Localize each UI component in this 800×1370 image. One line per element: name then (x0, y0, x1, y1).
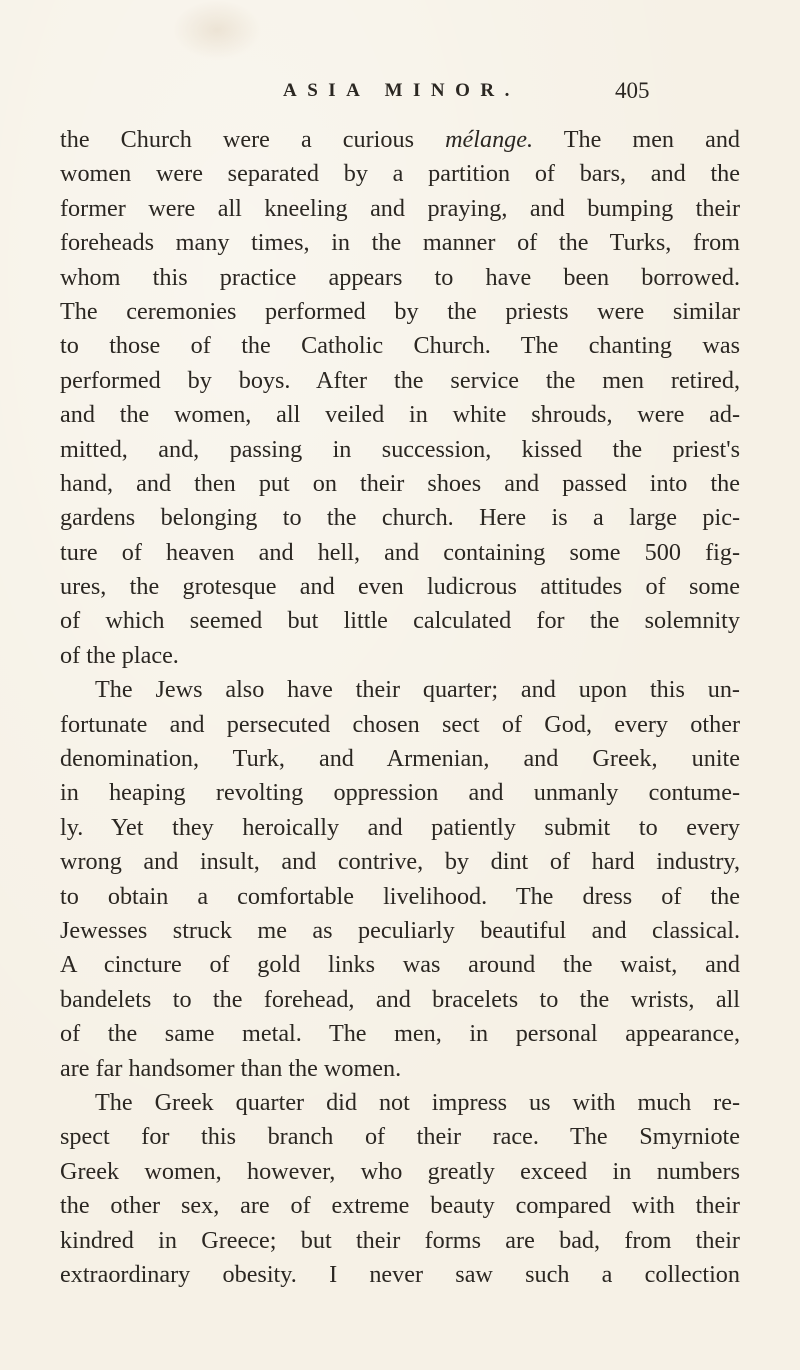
text-line: and the women, all veiled in white shrouds, were ad- (60, 401, 740, 429)
text-line: Jewesses struck me as peculiarly beautiful and classical. (60, 916, 740, 944)
text-line: women were separated by a partition of bars, and the (60, 160, 740, 188)
text-line: are far handsomer than the women. (60, 1054, 402, 1082)
text-line: The ceremonies performed by the priests were similar (60, 297, 740, 325)
text-line: bandelets to the forehead, and bracelets to the wrists, all (60, 985, 740, 1013)
text-line: of the place. (60, 641, 179, 669)
body-text (60, 123, 740, 1292)
text-line: The Greek quarter did not impress us with much re- (95, 1088, 740, 1116)
text-line: to those of the Catholic Church. The chanting was (60, 332, 740, 360)
text-line: A cincture of gold links was around the waist, and (60, 951, 740, 979)
text-line: ture of heaven and hell, and containing some 500 fig- (60, 538, 740, 566)
text-line: Greek women, however, who greatly exceed in numbers (60, 1157, 740, 1185)
text-line: of which seemed but little calculated for the solemnity (60, 607, 740, 635)
text-line: gardens belonging to the church. Here is a large pic- (60, 504, 740, 532)
text-line: in heaping revolting oppression and unmanly contume- (60, 779, 740, 807)
text-line: spect for this branch of their race. The Smyrniote (60, 1123, 740, 1151)
text-line: wrong and insult, and contrive, by dint of hard industry, (60, 848, 740, 876)
text-line: ures, the grotesque and even ludicrous attitudes of some (60, 573, 740, 601)
text-line: foreheads many times, in the manner of the Turks, from (60, 229, 740, 257)
text-line: kindred in Greece; but their forms are bad, from their (60, 1226, 740, 1254)
text-line: The Jews also have their quarter; and upon this un- (95, 676, 740, 704)
text-line: to obtain a comfortable livelihood. The dress of the (60, 882, 740, 910)
page-number: 405 (615, 78, 650, 103)
paper-stain (172, 0, 262, 60)
text-line: hand, and then put on their shoes and passed into the (60, 469, 740, 497)
text-line: whom this practice appears to have been borrowed. (60, 263, 740, 291)
running-title: ASIA MINOR. (283, 80, 520, 101)
text-line: ly. Yet they heroically and patiently submit to every (60, 813, 740, 841)
text-line: denomination, Turk, and Armenian, and Greek, unite (60, 745, 740, 773)
text-line: the Church were a curious mélange. The men and (60, 126, 740, 153)
text-line: mitted, and, passing in succession, kissed the priest's (60, 435, 740, 463)
text-line: extraordinary obesity. I never saw such a collection (60, 1260, 740, 1288)
text-line: former were all kneeling and praying, and bumping their (60, 194, 740, 222)
text-line: the other sex, are of extreme beauty compared with their (60, 1192, 740, 1220)
text-line: fortunate and persecuted chosen sect of God, every other (60, 710, 740, 738)
text-line: performed by boys. After the service the men retired, (60, 366, 740, 394)
italic-term: mélange. (445, 126, 534, 153)
running-head (0, 76, 800, 106)
text-line: of the same metal. The men, in personal appearance, (60, 1020, 740, 1048)
